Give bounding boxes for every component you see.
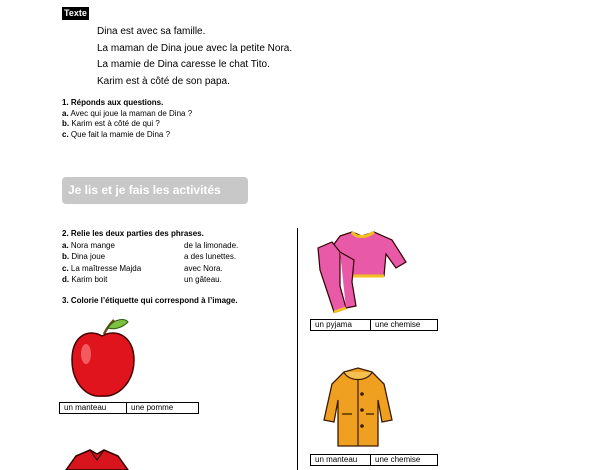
story-line: La maman de Dina joue avec la petite Nora. bbox=[97, 42, 293, 54]
story-line: La mamie de Dina caresse le chat Tito. bbox=[97, 59, 270, 70]
story-line: Karim est à côté de son papa. bbox=[97, 75, 230, 87]
sentence-pair: b. Dina joue a des lunettes. bbox=[62, 252, 237, 261]
column-divider bbox=[297, 228, 298, 470]
sentence-pair: a. Nora mange de la limonade. bbox=[62, 240, 239, 250]
coat-image bbox=[322, 364, 394, 448]
story-line: Dina est avec sa famille. bbox=[97, 26, 206, 37]
question-item: b. Karim est à côté de qui ? bbox=[62, 119, 160, 128]
exercise-2 bbox=[62, 228, 302, 286]
shirt-image bbox=[62, 446, 132, 470]
label-option[interactable]: un manteau bbox=[64, 403, 107, 412]
section-banner bbox=[62, 177, 248, 204]
label-option[interactable]: une chemise bbox=[370, 455, 424, 465]
exercise-2-title: 2. Relie les deux parties des phrases. bbox=[62, 229, 204, 238]
label-choice-coat bbox=[310, 454, 438, 466]
pyjama-image bbox=[310, 226, 410, 314]
label-option[interactable]: un manteau bbox=[315, 455, 358, 464]
label-choice-apple bbox=[59, 402, 199, 414]
label-option[interactable]: un pyjama bbox=[315, 320, 352, 329]
exercise-1-title: 1. Réponds aux questions. bbox=[62, 98, 164, 107]
label-option[interactable]: une pomme bbox=[126, 403, 177, 413]
story-text bbox=[97, 24, 292, 90]
question-item: a. Avec qui joue la maman de Dina ? bbox=[62, 108, 193, 118]
question-item: c. Que fait la mamie de Dina ? bbox=[62, 129, 171, 139]
label-option[interactable]: une chemise bbox=[370, 320, 424, 330]
banner-title: Je lis et je fais les activités bbox=[68, 183, 221, 197]
texte-tag: Texte bbox=[64, 8, 87, 18]
sentence-pair: d. Karim boit un gâteau. bbox=[62, 275, 222, 284]
label-choice-pyjama bbox=[310, 319, 438, 331]
exercise-3-title: 3. Colorie l’étiquette qui correspond à l’image. bbox=[62, 296, 238, 305]
sentence-pair: c. La maîtresse Majda avec Nora. bbox=[62, 263, 223, 273]
exercise-1 bbox=[62, 98, 192, 140]
apple-image bbox=[68, 316, 138, 400]
